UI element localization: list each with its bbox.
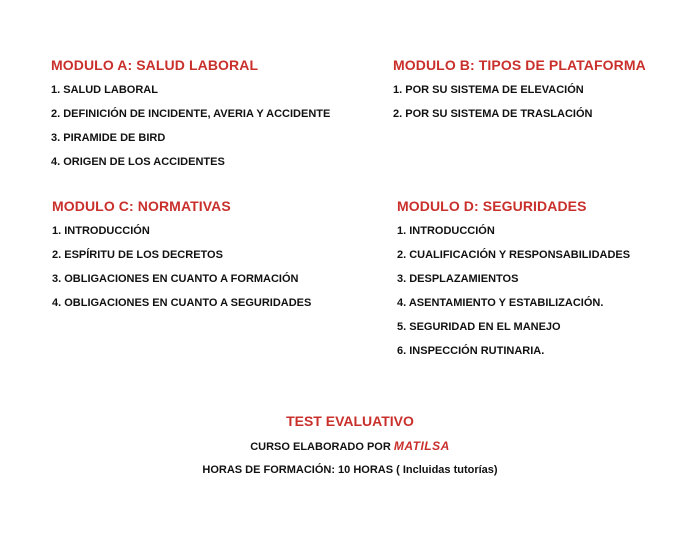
module-c-list xyxy=(52,224,311,320)
list-item: 3. PIRAMIDE DE BIRD xyxy=(51,132,166,144)
list-item: 2. DEFINICIÓN DE INCIDENTE, AVERIA Y ACCIDENTE xyxy=(51,108,331,120)
list-item: 4. OBLIGACIONES EN CUANTO A SEGURIDADES xyxy=(52,297,312,309)
module-b xyxy=(393,57,646,131)
list-item: 3. DESPLAZAMIENTOS xyxy=(397,273,519,285)
list-item: 2. ESPÍRITU DE LOS DECRETOS xyxy=(52,249,223,261)
horas-line: HORAS DE FORMACIÓN: 10 HORAS ( Incluidas tutorías) xyxy=(202,464,498,476)
module-a-list xyxy=(51,83,330,179)
list-item: 1. INTRODUCCIÓN xyxy=(52,225,150,237)
list-item: 2. POR SU SISTEMA DE TRASLACIÓN xyxy=(393,108,593,120)
module-b-list xyxy=(393,83,646,131)
curso-prefix: CURSO ELABORADO POR xyxy=(250,441,394,453)
brand-logo: MATILSA xyxy=(393,439,450,453)
module-c-title: MODULO C: NORMATIVAS xyxy=(52,198,231,214)
list-item: 4. ASENTAMIENTO Y ESTABILIZACIÓN. xyxy=(397,297,604,309)
module-d-list xyxy=(397,224,630,368)
module-b-title: MODULO B: TIPOS DE PLATAFORMA xyxy=(393,57,646,73)
list-item: 2. CUALIFICACIÓN Y RESPONSABILIDADES xyxy=(397,249,631,261)
list-item: 1. INTRODUCCIÓN xyxy=(397,225,495,237)
list-item: 5. SEGURIDAD EN EL MANEJO xyxy=(397,321,561,333)
module-a-title: MODULO A: SALUD LABORAL xyxy=(51,57,259,73)
list-item: 4. ORIGEN DE LOS ACCIDENTES xyxy=(51,156,225,168)
list-item: 6. INSPECCIÓN RUTINARIA. xyxy=(397,345,545,357)
module-d-title: MODULO D: SEGURIDADES xyxy=(397,198,587,214)
list-item: 1. SALUD LABORAL xyxy=(51,84,158,96)
list-item: 1. POR SU SISTEMA DE ELEVACIÓN xyxy=(393,84,584,96)
list-item: 3. OBLIGACIONES EN CUANTO A FORMACIÓN xyxy=(52,273,299,285)
module-a xyxy=(51,57,330,179)
test-title: TEST EVALUATIVO xyxy=(286,413,414,429)
module-d xyxy=(397,198,630,368)
module-c xyxy=(52,198,311,320)
curso-line xyxy=(0,439,700,453)
